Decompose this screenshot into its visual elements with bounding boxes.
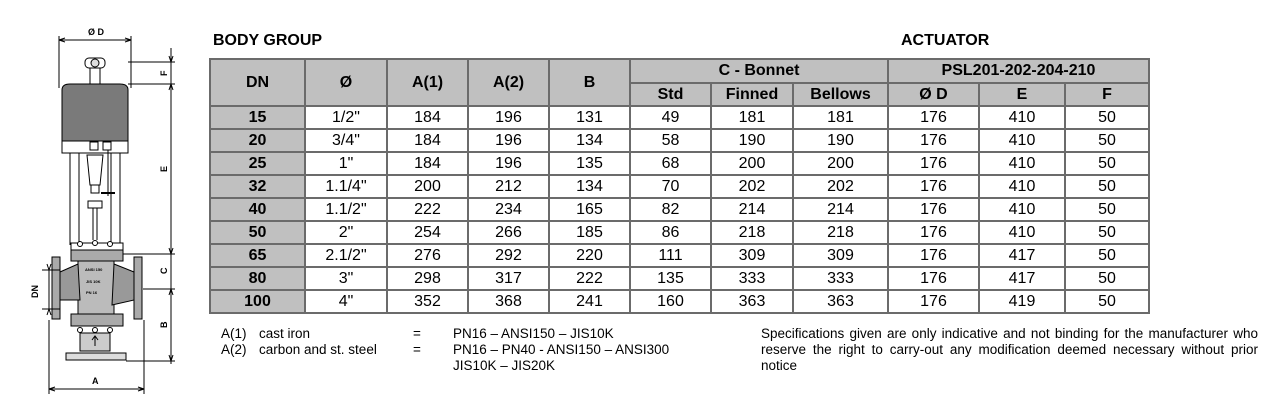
cell-finned: 333 (711, 267, 793, 290)
cell-od: 176 (888, 221, 979, 244)
cell-dia: 3" (305, 267, 387, 290)
cell-finned: 202 (711, 175, 793, 198)
cell-b: 135 (549, 152, 630, 175)
cell-dia: 4" (305, 290, 387, 313)
cell-b: 185 (549, 221, 630, 244)
cell-e: 410 (979, 221, 1065, 244)
inlet-flange (52, 257, 60, 319)
cell-finned: 218 (711, 221, 793, 244)
cell-a1: 276 (387, 244, 468, 267)
cell-finned: 214 (711, 198, 793, 221)
cell-dia: 1.1/2" (305, 198, 387, 221)
cell-e: 417 (979, 267, 1065, 290)
c-label: C (159, 267, 169, 274)
cell-a1: 352 (387, 290, 468, 313)
cell-f: 50 (1065, 267, 1149, 290)
cell-bellows: 181 (793, 106, 888, 129)
cell-od: 176 (888, 290, 979, 313)
cell-e: 410 (979, 106, 1065, 129)
header-c-bonnet: C - Bonnet (630, 59, 888, 83)
cell-a2: 196 (468, 152, 549, 175)
cell-dn: 25 (210, 152, 305, 175)
cell-finned: 200 (711, 152, 793, 175)
cell-a2: 266 (468, 221, 549, 244)
actuator-housing (62, 84, 128, 141)
cell-a2: 317 (468, 267, 549, 290)
cell-e: 410 (979, 152, 1065, 175)
cell-a2: 196 (468, 129, 549, 152)
cell-dn: 20 (210, 129, 305, 152)
table-row (210, 152, 1149, 175)
dn-label: DN (30, 285, 40, 298)
table-row (210, 198, 1149, 221)
header-std: Std (630, 83, 711, 107)
note-code: A(1) (221, 326, 247, 341)
cell-b: 134 (549, 129, 630, 152)
header-f: F (1065, 83, 1149, 107)
cell-finned: 190 (711, 129, 793, 152)
cell-e: 419 (979, 290, 1065, 313)
cell-b: 222 (549, 267, 630, 290)
cell-bellows: 218 (793, 221, 888, 244)
cell-std: 58 (630, 129, 711, 152)
cell-dn: 50 (210, 221, 305, 244)
cell-dn: 40 (210, 198, 305, 221)
cell-std: 86 (630, 221, 711, 244)
material-note-a1 (221, 326, 713, 342)
note-standards: PN16 – ANSI150 – JIS10K (453, 326, 614, 341)
header-od: Ø D (888, 83, 979, 107)
cell-bellows: 309 (793, 244, 888, 267)
a-label: A (92, 376, 99, 386)
cell-dn: 65 (210, 244, 305, 267)
cell-dia: 1.1/4" (305, 175, 387, 198)
body-marking: ANSI 150 (85, 267, 103, 272)
cell-od: 176 (888, 175, 979, 198)
bonnet-flange (71, 250, 123, 261)
table-row (210, 267, 1149, 290)
cell-od: 176 (888, 152, 979, 175)
material-note-a2-cont (221, 358, 713, 374)
cell-a2: 234 (468, 198, 549, 221)
cell-a1: 222 (387, 198, 468, 221)
table-row (210, 129, 1149, 152)
cell-a1: 298 (387, 267, 468, 290)
f-label: F (159, 70, 169, 76)
cell-a2: 292 (468, 244, 549, 267)
note-material: carbon and st. steel (259, 342, 377, 357)
cell-std: 82 (630, 198, 711, 221)
note-standards: PN16 – PN40 - ANSI150 – ANSI300 (453, 342, 670, 357)
header-dn: DN (210, 59, 305, 106)
cell-finned: 181 (711, 106, 793, 129)
cell-dia: 2.1/2" (305, 244, 387, 267)
cell-std: 135 (630, 267, 711, 290)
table-row (210, 175, 1149, 198)
cell-b: 165 (549, 198, 630, 221)
cell-e: 410 (979, 198, 1065, 221)
cell-b: 220 (549, 244, 630, 267)
od-label: Ø D (88, 27, 105, 37)
cell-bellows: 333 (793, 267, 888, 290)
table-body (210, 106, 1149, 313)
cell-f: 50 (1065, 175, 1149, 198)
cell-a2: 212 (468, 175, 549, 198)
cell-a2: 368 (468, 290, 549, 313)
cell-a1: 200 (387, 175, 468, 198)
cell-e: 410 (979, 175, 1065, 198)
cell-dia: 1" (305, 152, 387, 175)
dimensions-table (209, 58, 1150, 314)
header-a2: A(2) (468, 59, 549, 106)
cell-f: 50 (1065, 221, 1149, 244)
header-diameter: Ø (305, 59, 387, 106)
cell-b: 241 (549, 290, 630, 313)
cell-e: 410 (979, 129, 1065, 152)
cell-f: 50 (1065, 244, 1149, 267)
cell-od: 176 (888, 106, 979, 129)
cell-od: 176 (888, 267, 979, 290)
b-label: B (159, 321, 169, 328)
note-equals: = (413, 342, 421, 357)
cell-finned: 363 (711, 290, 793, 313)
cell-f: 50 (1065, 106, 1149, 129)
cell-a1: 184 (387, 106, 468, 129)
cell-e: 417 (979, 244, 1065, 267)
cell-a1: 184 (387, 129, 468, 152)
cell-f: 50 (1065, 290, 1149, 313)
body-marking: JIS 10K (86, 279, 101, 284)
cell-dia: 2" (305, 221, 387, 244)
cell-bellows: 190 (793, 129, 888, 152)
cell-dn: 15 (210, 106, 305, 129)
cell-f: 50 (1065, 198, 1149, 221)
cell-std: 68 (630, 152, 711, 175)
cell-a1: 254 (387, 221, 468, 244)
body-group-title: BODY GROUP (213, 32, 323, 49)
header-b: B (549, 59, 630, 106)
cell-std: 49 (630, 106, 711, 129)
cell-f: 50 (1065, 152, 1149, 175)
header-a1: A(1) (387, 59, 468, 106)
material-notes (221, 326, 713, 374)
e-label: E (159, 165, 169, 172)
cell-dia: 3/4" (305, 129, 387, 152)
cell-bellows: 200 (793, 152, 888, 175)
table-row (210, 290, 1149, 313)
cell-std: 70 (630, 175, 711, 198)
body-marking: PN 16 (86, 290, 98, 295)
note-standards: JIS10K – JIS20K (453, 358, 556, 373)
note-code: A(2) (221, 342, 247, 357)
note-material: cast iron (259, 326, 311, 341)
cell-std: 160 (630, 290, 711, 313)
outlet-flange (134, 257, 142, 319)
cell-b: 134 (549, 175, 630, 198)
cell-dia: 1/2" (305, 106, 387, 129)
cell-od: 176 (888, 198, 979, 221)
cell-std: 111 (630, 244, 711, 267)
header-finned: Finned (711, 83, 793, 107)
header-bellows: Bellows (793, 83, 888, 107)
cell-dn: 80 (210, 267, 305, 290)
table-row (210, 221, 1149, 244)
material-note-a2 (221, 342, 713, 358)
disclaimer: Specifications given are only indicative and not binding for the manufacturer who reserve the right to carry-out any modification deemed necessary without prior notice (761, 326, 1258, 373)
cell-bellows: 214 (793, 198, 888, 221)
cell-dn: 100 (210, 290, 305, 313)
cell-bellows: 363 (793, 290, 888, 313)
cell-dn: 32 (210, 175, 305, 198)
cell-b: 131 (549, 106, 630, 129)
cell-f: 50 (1065, 129, 1149, 152)
header-e: E (979, 83, 1065, 107)
table-row (210, 244, 1149, 267)
cell-a1: 184 (387, 152, 468, 175)
note-equals: = (413, 326, 421, 341)
cell-od: 176 (888, 244, 979, 267)
cell-od: 176 (888, 129, 979, 152)
cell-a2: 196 (468, 106, 549, 129)
actuator-title: ACTUATOR (901, 32, 990, 49)
cell-finned: 309 (711, 244, 793, 267)
header-actuator-model: PSL201-202-204-210 (888, 59, 1149, 83)
valve-dimension-drawing (0, 0, 200, 412)
cell-bellows: 202 (793, 175, 888, 198)
table-row (210, 106, 1149, 129)
